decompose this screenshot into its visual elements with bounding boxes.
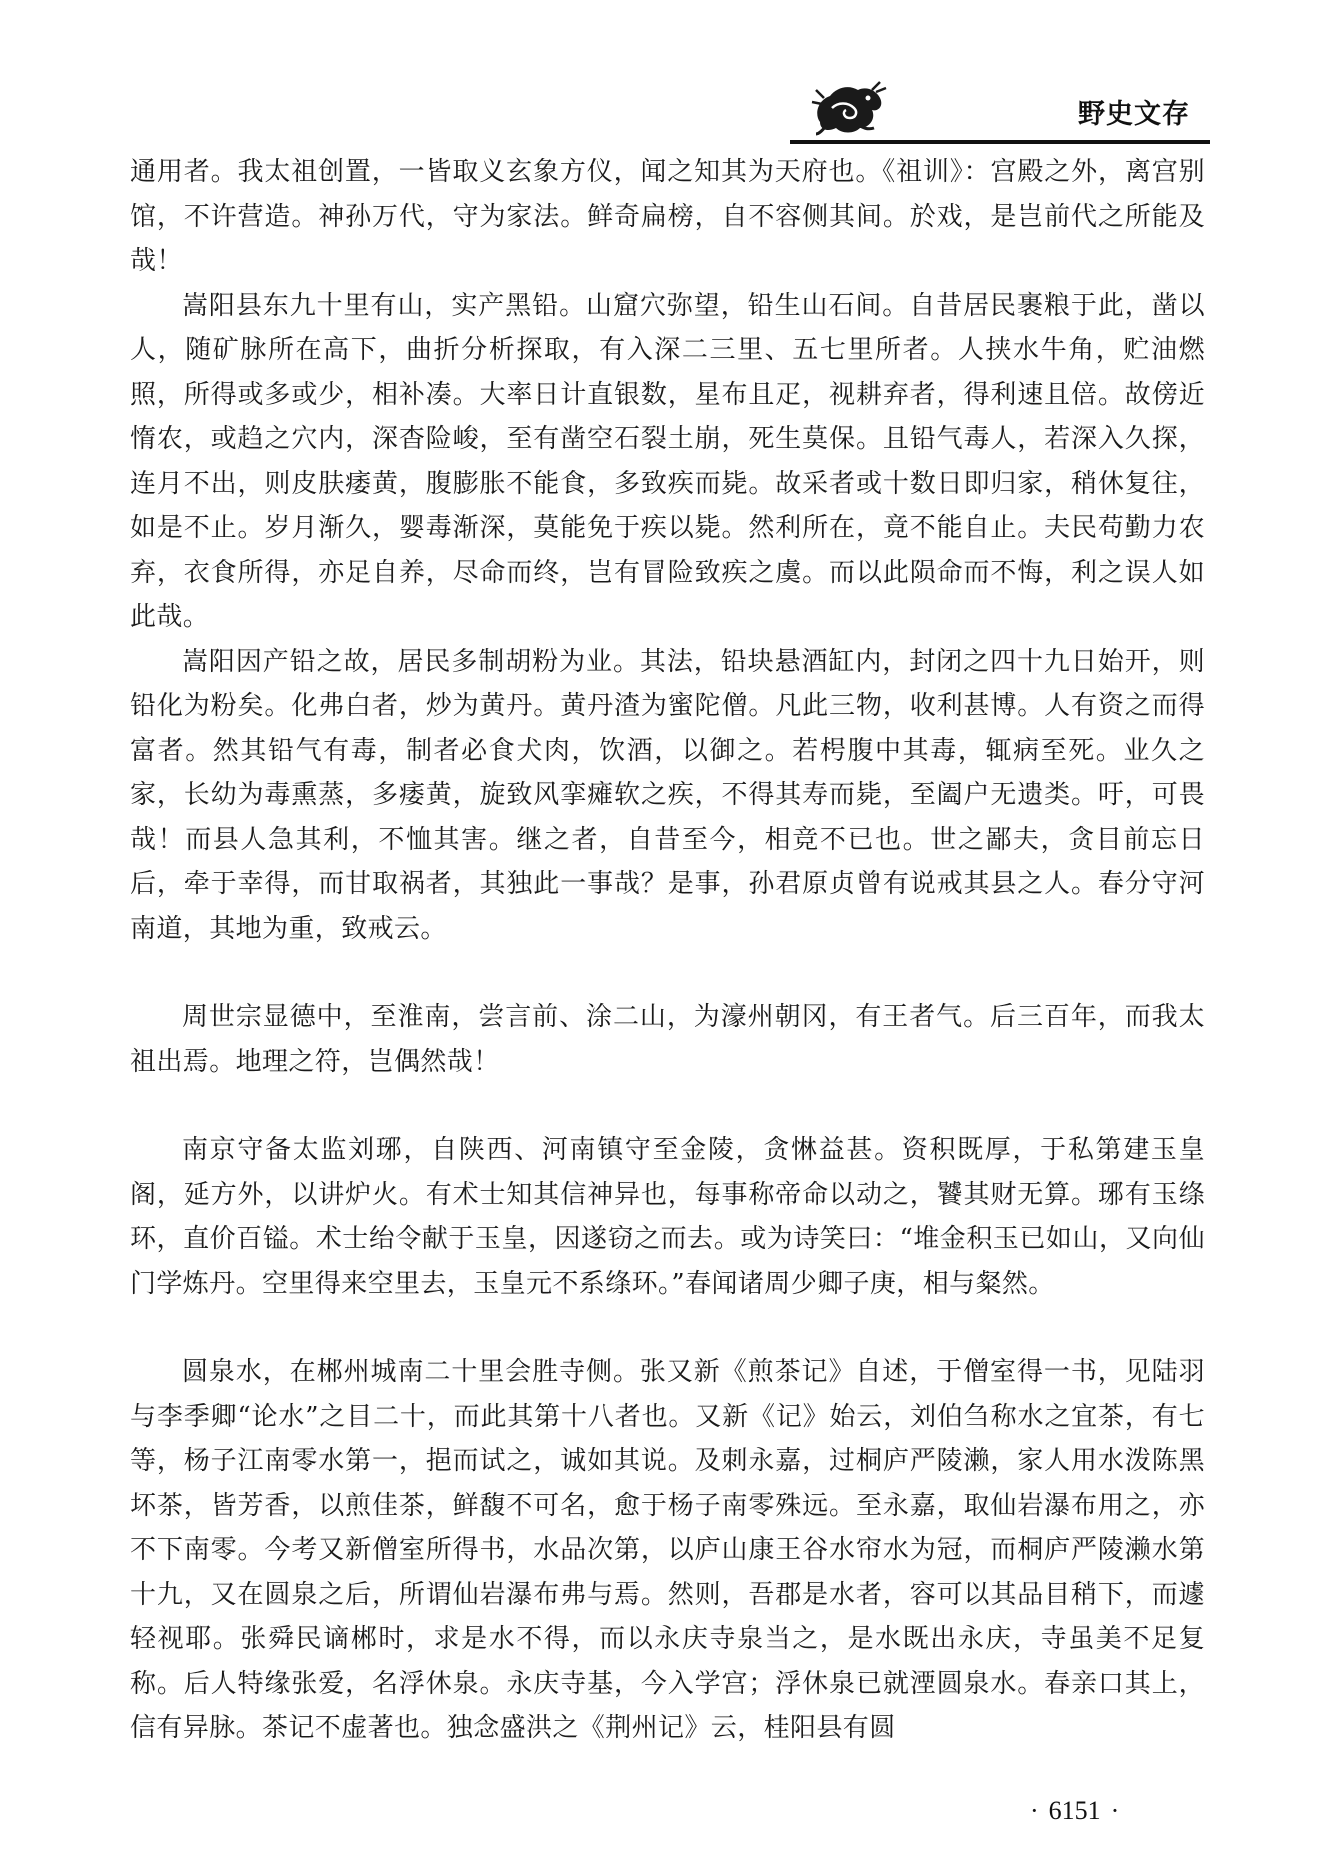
section-gap xyxy=(130,1084,1205,1128)
paragraph: 嵩阳县东九十里有山，实产黑铅。山窟穴弥望，铅生山石间。自昔居民裹粮于此，凿以人，随矿脉所在高下，曲折分析探取，有入深二三里、五七里所者。人挟水牛角，贮油燃照，所得或多或少，相补凑。大率日计直银数，星布且疋，视耕弃者，得利速且倍。故傍近惰农，或趋之穴内，深杳险峻，至有凿空石裂土崩，死生莫保。且铅气毒人，若深入久探，连月不出，则皮肤痿黄，腹膨胀不能食，多致疾而毙。故采者或十数日即归家，稍休复往，如是不止。岁月渐久，婴毒渐深，莫能免于疾以毙。然利所在，竟不能自止。夫民苟勤力农弃，衣食所得，亦足自养，尽命而终，岂有冒险致疾之虞。而以此陨命而不悔，利之误人如此哉。 xyxy=(130,290,1205,632)
page-header-title: 野史文存 xyxy=(1078,99,1190,130)
page-header xyxy=(790,72,1210,142)
paragraph: 嵩阳因产铅之故，居民多制胡粉为业。其法，铅块悬酒缸内，封闭之四十九日始开，则铅化为粉矣。化弗白者，炒为黄丹。黄丹渣为蜜陀僧。凡此三物，收利甚博。人有资之而得富者。然其铅气有毒，制者必食犬肉，饮酒，以御之。若枵腹中其毒，辄病至死。业久之家，长幼为毒熏蒸，多痿黄，旋致风挛瘫软之疾，不得其寿而毙，至阖户无遗类。吁，可畏哉！而县人急其利，不恤其害。继之者，自昔至今，相竞不已也。世之鄙夫，贪目前忘日后，牵于幸得，而甘取祸者，其独此一事哉？是事，孙君原贞曾有说戒其县之人。春分守河南道，其地为重，致戒云。 xyxy=(130,646,1205,944)
body-text xyxy=(130,150,1205,1770)
paragraph: 南京守备太监刘琊，自陕西、河南镇守至金陵，贪惏益甚。资积既厚，于私第建玉皇阁，延方外，以讲炉火。有术士知其信神异也，每事称帝命以动之，饕其财无算。琊有玉绦环，直价百镒。术士绐令献于玉皇，因遂窃之而去。或为诗笑曰：“堆金积玉已如山，又向仙门学炼丹。空里得来空里去，玉皇元不系绦环。”春闻诸周少卿子庚，相与粲然。 xyxy=(130,1135,1205,1299)
page-number-value: 6151 xyxy=(1048,1796,1101,1825)
header-rule xyxy=(790,140,1210,144)
paragraph: 圆泉水，在郴州城南二十里会胜寺侧。张又新《煎茶记》自述，于僧室得一书，见陆羽与李季卿“论水”之目二十，而此其第十八者也。又新《记》始云，刘伯刍称水之宜茶，有七等，杨子江南零水第一，挹而试之，诚如其说。及刺永嘉，过桐庐严陵濑，家人用水泼陈黑坏茶，皆芳香，以煎佳茶，鲜馥不可名，愈于杨子南零殊远。至永嘉，取仙岩瀑布用之，亦不下南零。今考又新僧室所得书，水品次第，以庐山康王谷水帘水为冠，而桐庐严陵濑水第十九，又在圆泉之后，所谓仙岩瀑布弗与焉。然则，吾郡是水者，容可以其品目稍下，而遽轻视耶。张舜民谪郴时，求是水不得，而以永庆寺泉当之，是水既出永庆，寺虽美不足复称。后人特缘张爱，名浮休泉。永庆寺基，今入学宫；浮休泉已就湮圆泉水。春亲口其上，信有异脉。茶记不虚著也。独念盛洪之《荆州记》云，桂阳县有圆 xyxy=(130,1357,1205,1743)
section-gap xyxy=(130,1306,1205,1350)
page-number-dot: · xyxy=(1030,1796,1039,1825)
page-number xyxy=(1020,1796,1129,1826)
paragraph: 通用者。我太祖创置，一皆取义玄象方仪，闻之知其为天府也。《祖训》：宫殿之外，离宫别馆，不许营造。神孙万代，守为家法。鲜奇扁榜，自不容侧其间。於戏，是岂前代之所能及哉！ xyxy=(130,157,1205,276)
dragon-emblem-icon xyxy=(810,78,888,138)
section-gap xyxy=(130,951,1205,995)
page-number-dot: · xyxy=(1110,1796,1120,1825)
paragraph: 周世宗显德中，至淮南，尝言前、涂二山，为濠州朝冈，有王者气。后三百年，而我太祖出焉。地理之符，岂偶然哉！ xyxy=(130,1002,1205,1077)
